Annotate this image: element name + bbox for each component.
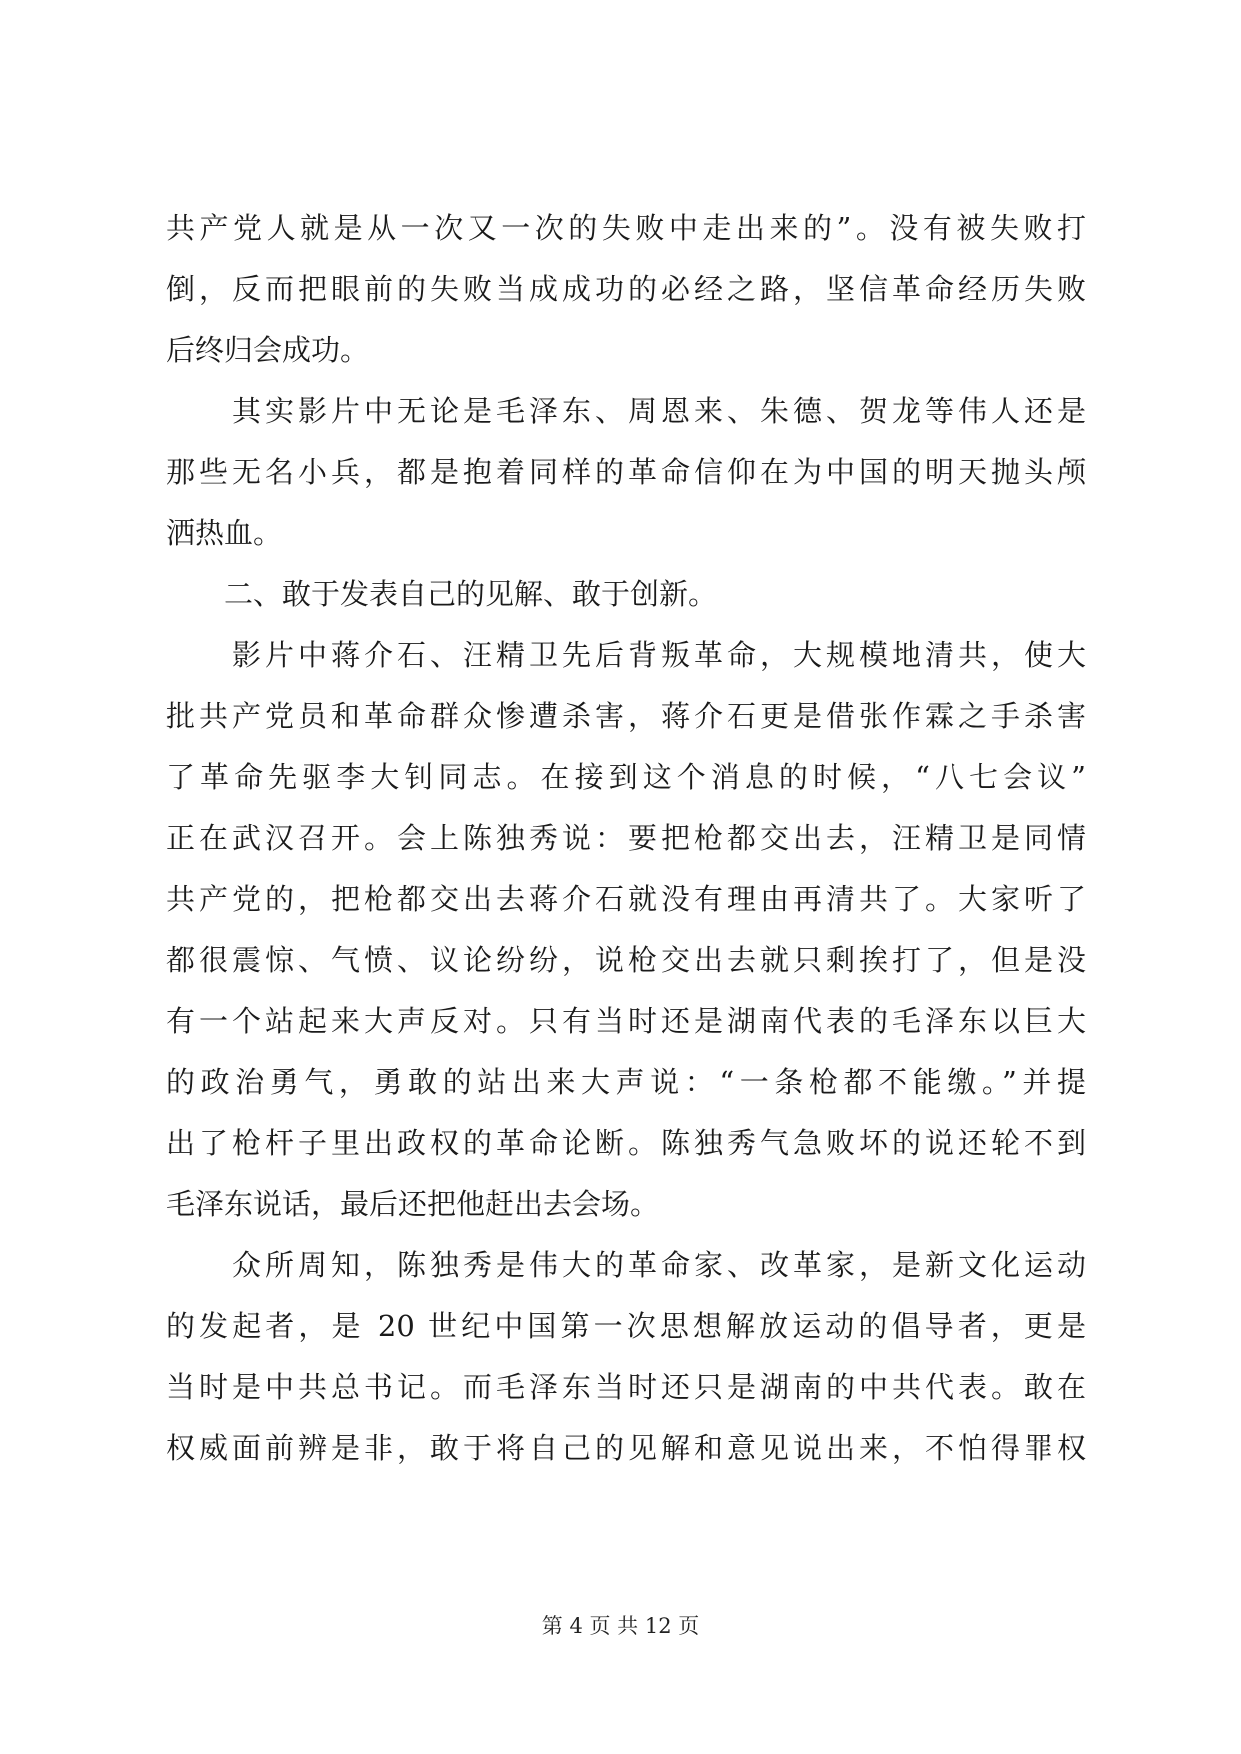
text-line: 都很震惊、气愤、议论纷纷，说枪交出去就只剩挨打了，但是没 — [166, 943, 1086, 977]
page-footer: 第 4 页 共 12 页 — [541, 1614, 700, 1638]
text-line: 毛泽东说话，最后还把他赶出去会场。 — [166, 1187, 660, 1221]
text-line: 共产党人就是从一次又一次的失败中走出来的”。没有被失败打 — [166, 211, 1086, 245]
text-line: 的发起者，是 20 世纪中国第一次思想解放运动的倡导者，更是 — [166, 1309, 1086, 1343]
text-line: 正在武汉召开。会上陈独秀说：要把枪都交出去，汪精卫是同情 — [166, 821, 1086, 855]
text-line: 倒，反而把眼前的失败当成成功的必经之路，坚信革命经历失败 — [166, 272, 1086, 306]
text-line: 有一个站起来大声反对。只有当时还是湖南代表的毛泽东以巨大 — [166, 1004, 1086, 1038]
text-line: 的政治勇气，勇敢的站出来大声说：“一条枪都不能缴。”并提 — [166, 1065, 1086, 1099]
document-body — [166, 198, 1086, 1479]
text-line: 众所周知，陈独秀是伟大的革命家、改革家，是新文化运动 — [166, 1248, 1086, 1282]
text-line: 二、敢于发表自己的见解、敢于创新。 — [166, 577, 718, 611]
text-line: 后终归会成功。 — [166, 333, 370, 367]
text-line: 那些无名小兵，都是抱着同样的革命信仰在为中国的明天抛头颅 — [166, 455, 1086, 489]
text-line: 洒热血。 — [166, 516, 283, 550]
text-line: 批共产党员和革命群众惨遭杀害，蒋介石更是借张作霖之手杀害 — [166, 699, 1086, 733]
text-line: 出了枪杆子里出政权的革命论断。陈独秀气急败坏的说还轮不到 — [166, 1126, 1086, 1160]
text-line: 当时是中共总书记。而毛泽东当时还只是湖南的中共代表。敢在 — [166, 1370, 1086, 1404]
text-line: 权威面前辨是非，敢于将自己的见解和意见说出来，不怕得罪权 — [166, 1431, 1086, 1465]
text-line: 共产党的，把枪都交出去蒋介石就没有理由再清共了。大家听了 — [166, 882, 1086, 916]
text-line: 了革命先驱李大钊同志。在接到这个消息的时候，“八七会议” — [166, 760, 1086, 794]
text-line: 其实影片中无论是毛泽东、周恩来、朱德、贺龙等伟人还是 — [166, 394, 1086, 428]
text-line: 影片中蒋介石、汪精卫先后背叛革命，大规模地清共，使大 — [166, 638, 1086, 672]
